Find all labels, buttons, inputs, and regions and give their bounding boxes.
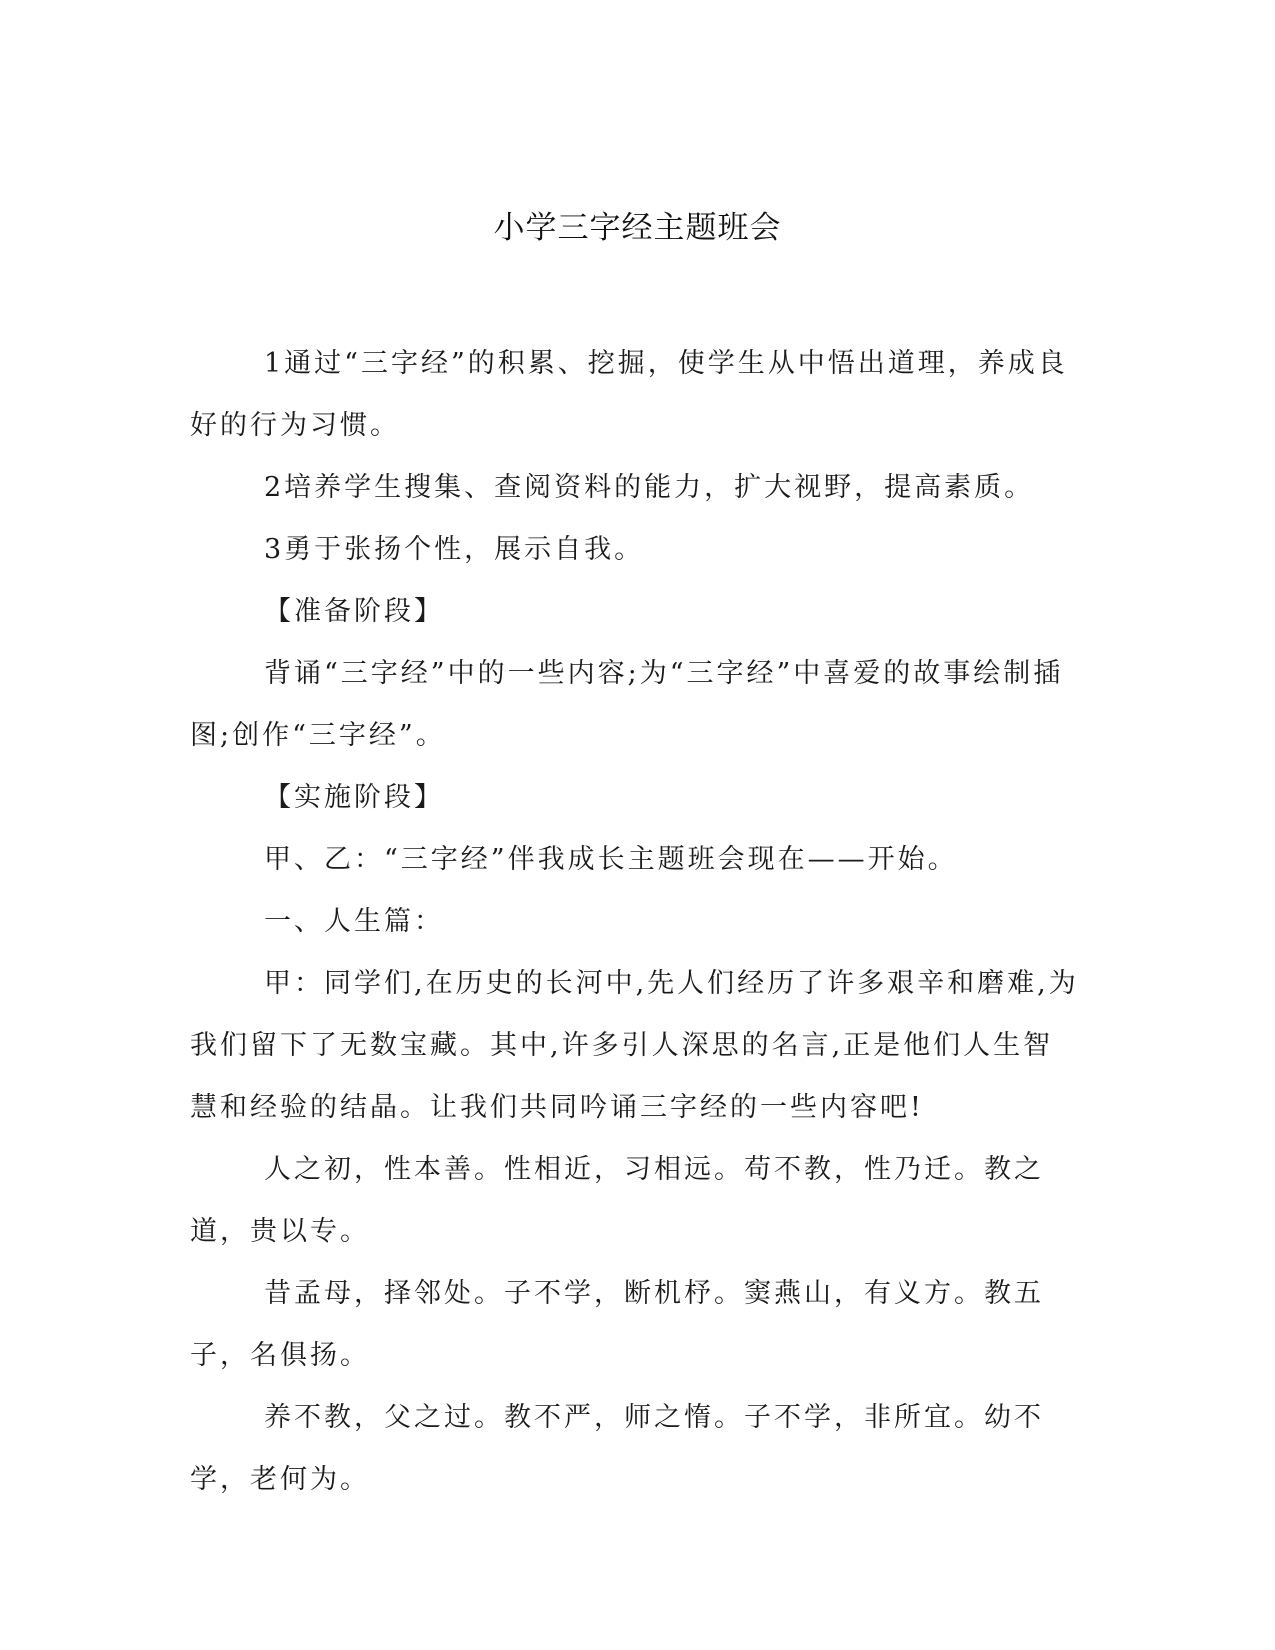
paragraph-preparation: 背诵“三字经”中的一些内容;为“三字经”中喜爱的故事绘制插图;创作“三字经”。 (190, 658, 1064, 751)
paragraph-opening: 甲、乙：“三字经”伴我成长主题班会现在——开始。 (264, 844, 958, 875)
paragraph-objective-3: 3勇于张扬个性，展示自我。 (264, 534, 645, 565)
section-heading-preparation: 【准备阶段】 (264, 596, 444, 627)
document-body (190, 333, 1082, 1511)
verse-stanza-3: 养不教，父之过。教不严，师之惰。子不学，非所宜。幼不学，老何为。 (190, 1402, 1044, 1495)
paragraph-speaker-a: 甲：同学们,在历史的长河中,先人们经历了许多艰辛和磨难,为我们留下了无数宝藏。其中,许多引人深思的名言,正是他们人生智慧和经验的结晶。让我们共同吟诵三字经的一些内容吧! (190, 968, 1079, 1123)
document-title: 小学三字经主题班会 (493, 210, 782, 246)
section-heading-implementation: 【实施阶段】 (264, 782, 444, 813)
paragraph-objective-2: 2培养学生搜集、查阅资料的能力，扩大视野，提高素质。 (264, 472, 1035, 503)
paragraph-objective-1: 1通过“三字经”的积累、挖掘，使学生从中悟出道理，养成良好的行为习惯。 (190, 348, 1068, 441)
paragraph-part-one-heading: 一、人生篇： (264, 906, 444, 937)
verse-stanza-2: 昔孟母，择邻处。子不学，断机杼。窦燕山，有义方。教五子，名俱扬。 (190, 1278, 1044, 1371)
verse-stanza-1: 人之初，性本善。性相近，习相远。苟不教，性乃迁。教之道，贵以专。 (190, 1154, 1044, 1247)
